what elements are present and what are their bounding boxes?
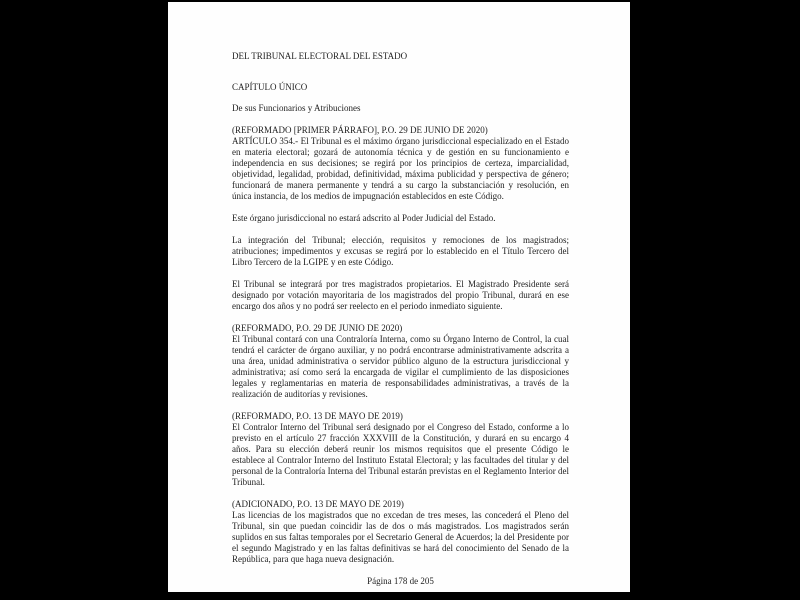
paragraph-text: Las licencias de los magistrados que no excedan de tres meses, las concederá el Pleno del Tribunal, sin que puedan coincidir las de dos o más magistrados. Los magistrados serán suplidos en sus faltas temporales por el Secretario General de Acuerdos; la del Presidente por el segundo Magistrado y en las faltas definitivas se hará del conocimiento del Senado de la República, para que haga nueva designación.: [232, 510, 569, 564]
chapter-heading: CAPÍTULO ÚNICO: [232, 82, 308, 92]
paragraph-block: [232, 235, 569, 268]
paragraph-text: Este órgano jurisdiccional no estará adscrito al Poder Judicial del Estado.: [232, 213, 496, 223]
document-body: [232, 125, 569, 565]
paragraph-text: El Tribunal se integrará por tres magistrados propietarios. El Magistrado Presidente será designado por votación mayoritaria de los magistrados del propio Tribunal, durará en ese encargo dos años y no podrá ser reelecto en el periodo inmediato siguiente.: [232, 279, 569, 311]
chapter-subtitle: De sus Funcionarios y Atribuciones: [232, 103, 361, 113]
page-number: Página 178 de 205: [367, 576, 434, 586]
reform-annotation: (REFORMADO, P.O. 13 DE MAYO DE 2019): [232, 411, 403, 421]
paragraph-text: El Tribunal contará con una Contraloría Interna, como su Órgano Interno de Control, la cual tendrá el carácter de órgano auxiliar, y no podrá encontrarse administrativamente adscrita a una área, unidad administrativa o servidor público alguno de la estructura jurisdiccional y administrativa; así como será la encargada de vigilar el cumplimiento de las disposiciones legales y reglamentarias en materia de responsabilidades administrativas, a través de la realización de auditorías y revisiones.: [232, 334, 569, 399]
paragraph-block: [232, 411, 569, 488]
paragraph-block: [232, 213, 569, 224]
paragraph-block: [232, 323, 569, 400]
paragraph-text: El Contralor Interno del Tribunal será designado por el Congreso del Estado, conforme a lo previsto en el artículo 27 fracción XXXVIII de la Constitución, y durará en su encargo 4 años. Para su elección deberá reunir los mismos requisitos que el presente Código le establece al Contralor Interno del Instituto Estatal Electoral; y las facultades del titular y del personal de la Contraloría Interna del Tribunal estarán previstas en el Reglamento Interior del Tribunal.: [232, 422, 569, 487]
paragraph-block: [232, 499, 569, 565]
reform-annotation: (REFORMADO, P.O. 29 DE JUNIO DE 2020): [232, 323, 403, 333]
paragraph-block: [232, 279, 569, 312]
paragraph-text: ARTÍCULO 354.- El Tribunal es el máximo órgano jurisdiccional especializado en el Estado en materia electoral; gozará de autonomía técnica y de gestión en su funcionamiento e independencia en sus decisiones; se regirá por los principios de certeza, imparcialidad, objetividad, legalidad, probidad, definitividad, máxima publicidad y perspectiva de género; funcionará de manera permanente y tendrá a su cargo la substanciación y resolución, en única instancia, de los medios de impugnación establecidos en este Código.: [232, 136, 569, 201]
document-title: DEL TRIBUNAL ELECTORAL DEL ESTADO: [232, 51, 408, 61]
document-page: [168, 2, 630, 592]
reform-annotation: (REFORMADO [PRIMER PÁRRAFO], P.O. 29 DE JUNIO DE 2020): [232, 125, 488, 135]
paragraph-block: [232, 125, 569, 202]
reform-annotation: (ADICIONADO, P.O. 13 DE MAYO DE 2019): [232, 499, 404, 509]
paragraph-text: La integración del Tribunal; elección, requisitos y remociones de los magistrados; atribuciones; impedimentos y excusas se regirá por lo establecido en el Título Tercero del Libro Tercero de la LGIPE y en este Código.: [232, 235, 569, 267]
